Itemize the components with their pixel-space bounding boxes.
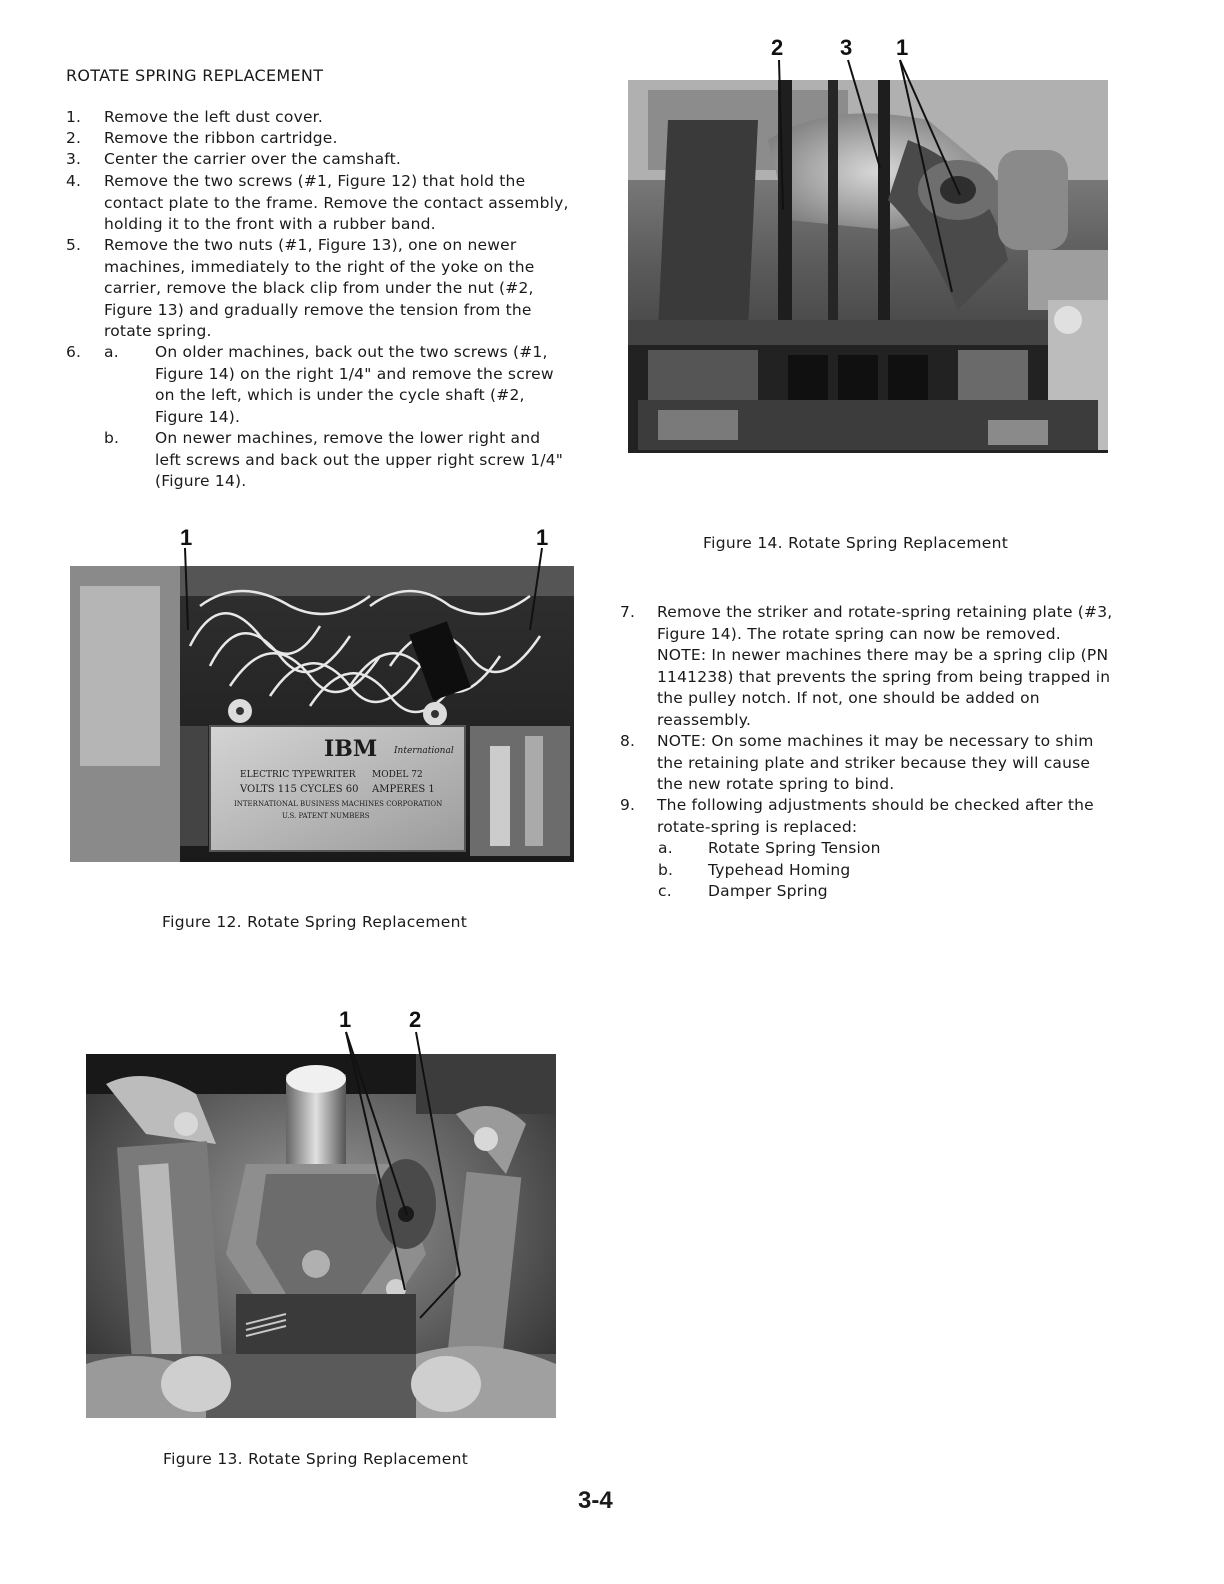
sub-step-letter: b. — [104, 429, 120, 447]
step-text: Remove the left dust cover. — [104, 108, 323, 126]
step-text: Center the carrier over the camshaft. — [104, 150, 402, 168]
step-text: Typehead Homing — [708, 861, 851, 879]
section-heading: ROTATE SPRING REPLACEMENT — [66, 66, 324, 85]
nameplate-brand: IBM — [324, 736, 378, 762]
fig12-callout-1-left: 1 — [180, 525, 193, 550]
step-number: 7. — [620, 603, 636, 621]
step-text: NOTE: On some machines it may be necessary to shim the retaining plate and striker because they will cause the new rotate spring to bind. — [657, 732, 1094, 793]
figure-13-photo — [86, 1054, 556, 1418]
fig14-callout-3: 3 — [840, 35, 853, 60]
step-number: 2. — [66, 129, 82, 147]
step-number: 5. — [66, 236, 82, 254]
figure-13-caption: Figure 13. Rotate Spring Replacement — [163, 1450, 469, 1468]
step-text: Remove the striker and rotate-spring retaining plate (#3, Figure 14). The rotate spring can now be removed. — [657, 603, 1113, 643]
nameplate-line1-left: ELECTRIC TYPEWRITER — [240, 770, 356, 780]
step-text: Rotate Spring Tension — [708, 839, 881, 857]
step-number: 9. — [620, 796, 636, 814]
nameplate-line1-right: MODEL 72 — [372, 770, 423, 780]
step-text: NOTE: In newer machines there may be a spring clip (PN 1141238) that prevents the spring from being trapped in the pulley notch. If not, one should be added on reassembly. — [657, 646, 1111, 729]
step-number: 4. — [66, 172, 82, 190]
step-text: Remove the two screws (#1, Figure 12) that hold the contact plate to the frame. Remove the contact assembly, holding it to the front with a rubber band. — [104, 172, 569, 233]
nameplate-line3: INTERNATIONAL BUSINESS MACHINES CORPORATION — [234, 800, 443, 808]
fig14-callout-1: 1 — [896, 35, 909, 60]
page-number: 3-4 — [578, 1487, 613, 1514]
sub-step-letter: a. — [104, 343, 119, 361]
fig14-callout-2: 2 — [771, 35, 784, 60]
step-number: 8. — [620, 732, 636, 750]
step-text: Damper Spring — [708, 882, 828, 900]
sub-step-letter: b. — [658, 861, 674, 879]
step-text: The following adjustments should be checked after the rotate-spring is replaced: — [657, 796, 1094, 836]
nameplate-line2-left: VOLTS 115 CYCLES 60 — [240, 784, 359, 795]
fig13-callout-1: 1 — [339, 1007, 352, 1032]
fig13-callout-2: 2 — [409, 1007, 422, 1032]
step-number: 1. — [66, 108, 82, 126]
figure-14-caption: Figure 14. Rotate Spring Replacement — [703, 534, 1009, 552]
step-text: On older machines, back out the two screws (#1, Figure 14) on the right 1/4" and remove the screw on the left, which is under the cycle shaft (#2, Figure 14). — [155, 343, 554, 426]
sub-step-letter: a. — [658, 839, 673, 857]
fig12-callout-1-right: 1 — [536, 525, 549, 550]
step-number: 3. — [66, 150, 82, 168]
step-text: Remove the two nuts (#1, Figure 13), one on newer machines, immediately to the right of the yoke on the carrier, remove the black clip from under the nut (#2, Figure 13) and gradually remove the tension from the rotate spring. — [104, 236, 535, 340]
nameplate-line2-right: AMPERES 1 — [372, 784, 435, 795]
ibm-nameplate — [212, 730, 462, 850]
nameplate-brand-sub: International — [394, 746, 454, 756]
step-text: On newer machines, remove the lower right and left screws and back out the upper right screw 1/4" (Figure 14). — [155, 429, 564, 490]
figure-14-photo — [628, 80, 1108, 453]
figure-12-caption: Figure 12. Rotate Spring Replacement — [162, 913, 468, 931]
step-text: Remove the ribbon cartridge. — [104, 129, 338, 147]
nameplate-line4: U.S. PATENT NUMBERS — [282, 812, 370, 820]
step-number: 6. — [66, 343, 82, 361]
sub-step-letter: c. — [658, 882, 672, 900]
